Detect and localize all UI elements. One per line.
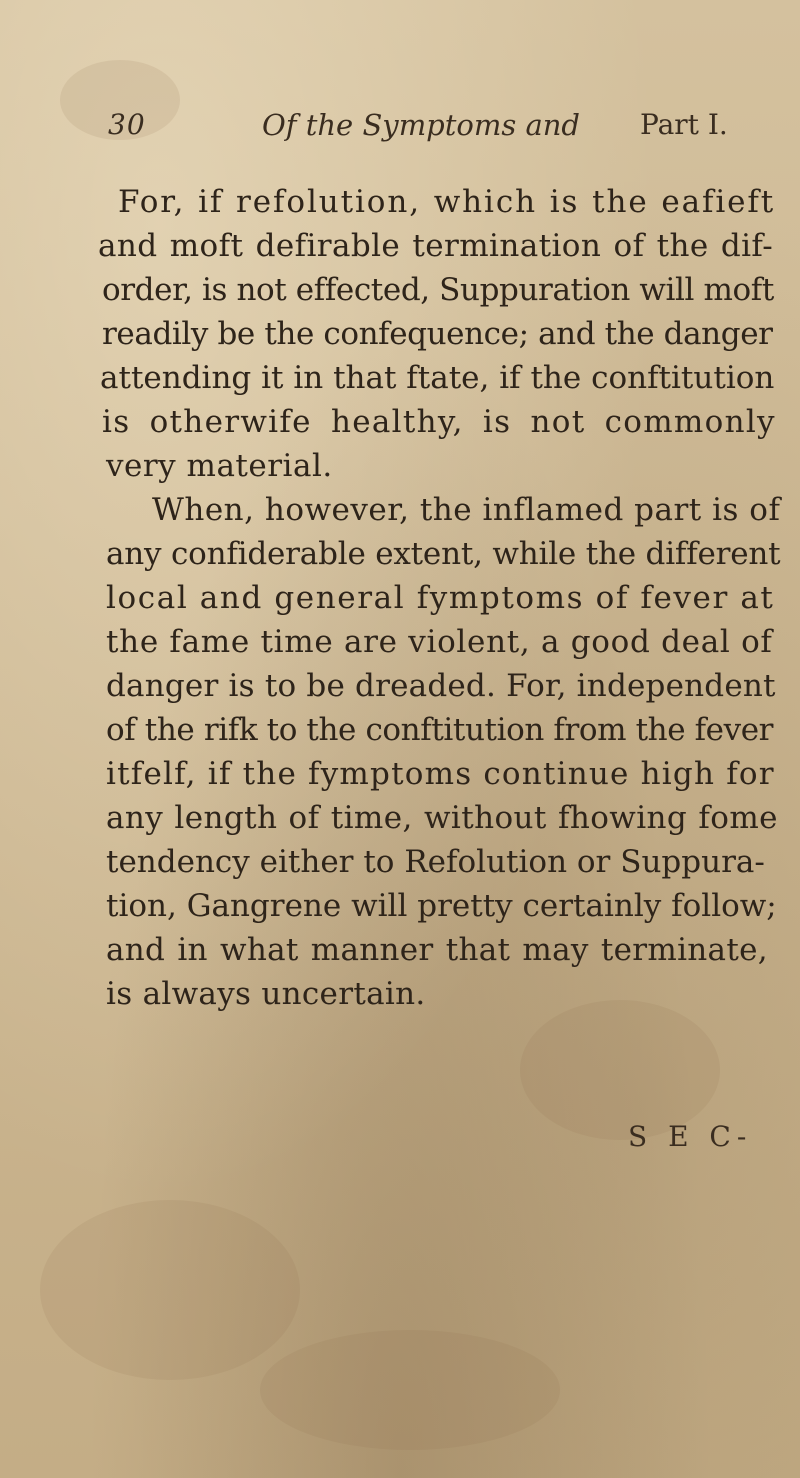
text-line: local and general fymptoms of fever at (106, 580, 775, 616)
page-header (0, 108, 800, 148)
text-line: very material. (106, 448, 333, 484)
paper-stain (520, 1000, 720, 1140)
text-line: and in what manner that may terminate, (106, 932, 768, 968)
page-number: 30 (108, 108, 146, 141)
text-line: any length of time, without fhowing fome (106, 800, 778, 836)
text-line: of the rifk to the conftitution from the fever (106, 712, 774, 748)
text-line: tion, Gangrene will pretty certainly follow; (106, 888, 777, 924)
text-line: order, is not effected, Suppuration will moft (102, 272, 774, 308)
text-line: danger is to be dreaded. For, independent (106, 668, 776, 704)
text-line: and moft defirable termination of the dif- (98, 228, 774, 264)
text-line: is always uncertain. (106, 976, 426, 1012)
text-line: readily be the confequence; and the danger (102, 316, 773, 352)
text-line: When, however, the inflamed part is of (152, 492, 781, 528)
text-line: For, if refolution, which is the eafieft (118, 184, 776, 220)
catchword: S E C- (628, 1120, 753, 1153)
paper-stain (260, 1330, 560, 1450)
part-label: Part I. (640, 108, 728, 141)
text-line: tendency either to Refolution or Suppura- (106, 844, 765, 880)
running-head: Of the Symptoms and (262, 108, 580, 142)
text-line: is otherwife healthy, is not commonly (102, 404, 776, 440)
text-line: any confiderable extent, while the different (106, 536, 781, 572)
paper-stain (40, 1200, 300, 1380)
text-line: the fame time are violent, a good deal of (106, 624, 773, 660)
text-line: itfelf, if the fymptoms continue high for (106, 756, 775, 792)
text-line: attending it in that ftate, if the conftitution (100, 360, 775, 396)
